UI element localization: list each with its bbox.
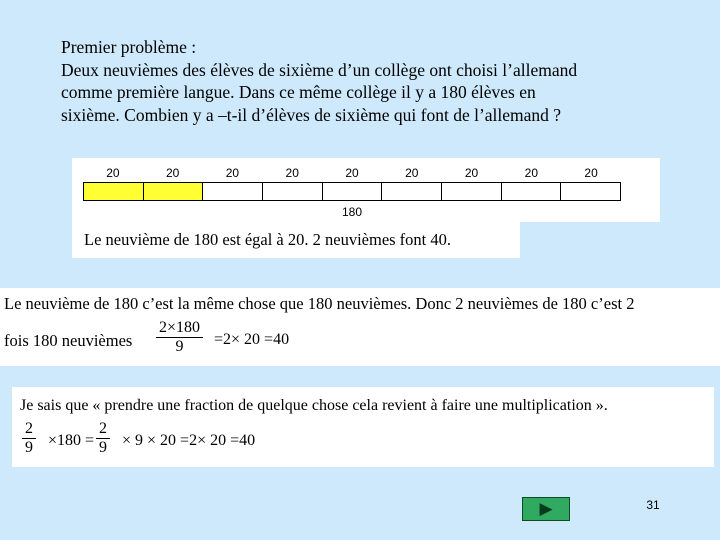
bar-model [83,182,621,201]
explanation-box [0,288,720,366]
segment-label: 20 [106,166,120,180]
page-number: 31 [646,498,660,512]
segment-label: 20 [584,166,598,180]
problem-statement [61,36,701,126]
bar-segment [144,183,204,200]
problem-line-2: comme première langue. Dans ce même collège il y a 180 élèves en [61,82,536,102]
bar-segment [561,183,620,200]
next-slide-button[interactable] [522,497,570,521]
play-arrow-icon: ▶ [539,498,553,519]
segment-label: 20 [165,166,180,180]
fraction-2-over-9-a: 2 9 [22,420,36,457]
bar-model-panel [72,158,660,222]
bar-segment [263,183,323,200]
explanation-line-1: Le neuvième de 180 c’est la même chose que 180 neuvièmes. Donc 2 neuvièmes de 180 c’est 2 [4,294,635,313]
total-label: 180 [341,205,363,219]
explanation-result: =2× 20 =40 [214,331,290,348]
bar-segment [203,183,263,200]
segment-label: 20 [285,166,299,180]
problem-line-3: sixième. Combien y a –t-il d’élèves de sixième qui font de l’allemand ? [61,104,562,125]
problem-line-1: Deux neuvièmes des élèves de sixième d’un collège ont choisi l’allemand [61,59,578,80]
fraction-numerator: 2×180 [159,319,201,336]
segment-label: 20 [345,166,359,180]
segment-label: 20 [464,166,479,180]
bar-segment [382,183,442,200]
bar-segment [442,183,502,200]
explanation-line-2: fois 180 neuvièmes [4,331,133,350]
segment-label: 20 [524,166,538,180]
fraction-2-over-9-b: 2 9 [96,420,110,457]
known-term-2: × 9 × 20 =2× 20 =40 [122,432,256,449]
bar-segment [84,183,144,200]
segment-label: 20 [225,166,240,180]
segment-label: 20 [405,166,419,180]
known-box [12,387,714,467]
bar-segment [323,183,383,200]
fraction-2x180-over-9 [156,319,203,356]
known-term-1: ×180 = [48,432,95,449]
bar-segment [502,183,562,200]
fraction-denominator: 9 [175,338,184,355]
bar-caption: Le neuvième de 180 est égal à 20. 2 neuvièmes font 40. [72,222,520,258]
known-line-1: Je sais que « prendre une fraction de quelque chose cela revient à faire une multiplication ». [20,397,608,414]
problem-heading: Premier problème : [61,37,197,57]
